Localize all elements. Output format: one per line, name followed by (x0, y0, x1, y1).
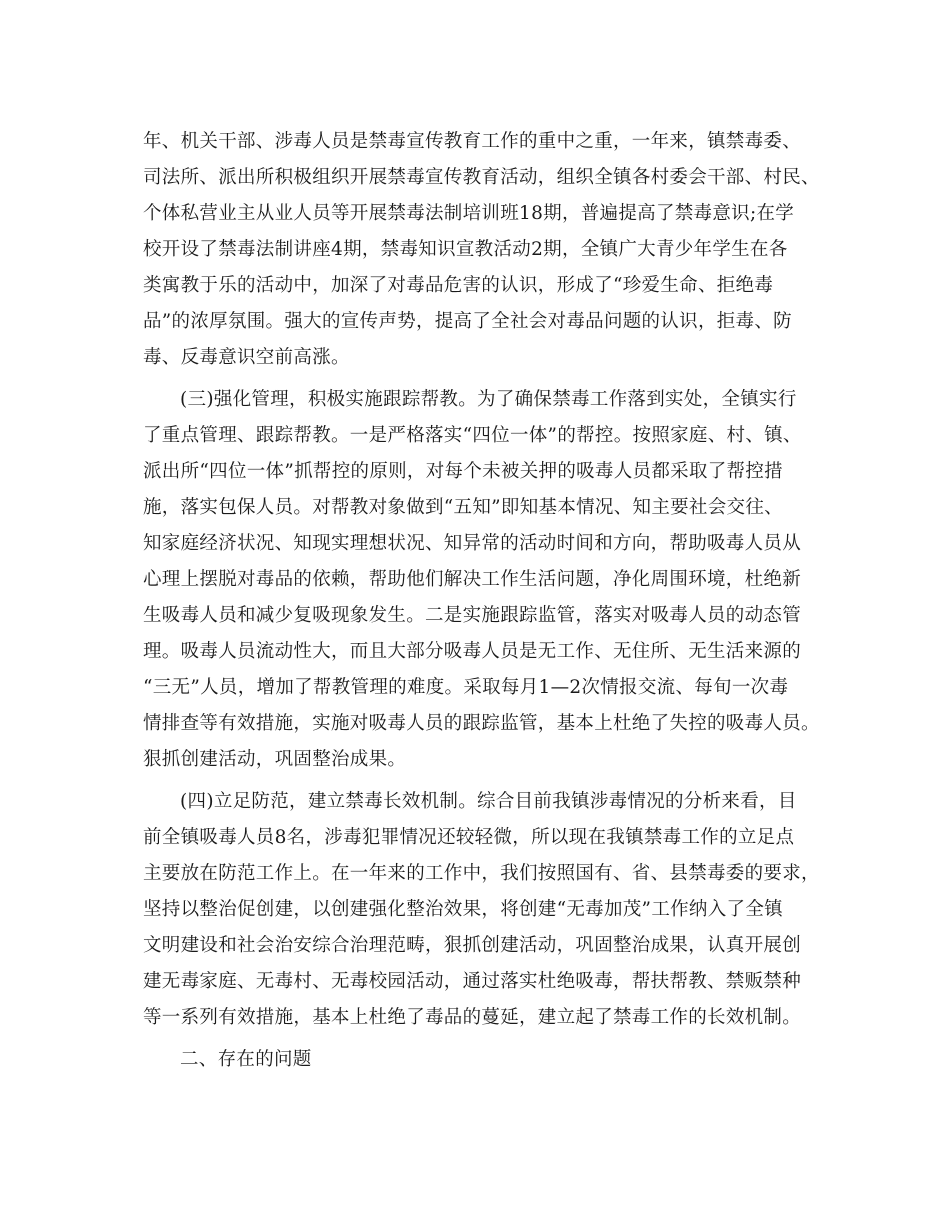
text-line: 校开设了禁毒法制讲座4期，禁毒知识宣教活动2期，全镇广大青少年学生在各 (143, 239, 788, 260)
text-line: 年、机关干部、涉毒人员是禁毒宣传教育工作的重中之重，一年来，镇禁毒委、 (143, 131, 802, 152)
text-line: 前全镇吸毒人员8名，涉毒犯罪情况还较轻微，所以现在我镇禁毒工作的立足点 (143, 827, 795, 848)
text-line: (三)强化管理，积极实施跟踪帮教。为了确保禁毒工作落到实处，全镇实行 (180, 389, 797, 410)
text-line: 派出所“四位一体”抓帮控的原则，对每个未被关押的吸毒人员都采取了帮控措 (143, 461, 783, 482)
paragraph (143, 1042, 811, 1078)
text-line: 狠抓创建活动，巩固整治成果。 (143, 749, 407, 770)
text-line: 心理上摆脱对毒品的依赖，帮助他们解决工作生活问题，净化周围环境，杜绝新 (143, 569, 802, 590)
text-line: 文明建设和社会治安综合治理范畴，狠抓创建活动，巩固整治成果，认真开展创 (143, 935, 802, 956)
text-line: 类寓教于乐的活动中，加深了对毒品危害的认识，形成了“珍爱生命、拒绝毒 (143, 275, 774, 296)
text-line: 理。吸毒人员流动性大，而且大部分吸毒人员是无工作、无住所、无生活来源的 (143, 641, 802, 662)
text-line: 施，落实包保人员。对帮教对象做到“五知”即知基本情况、知主要社会交往、 (143, 497, 783, 518)
text-line: 生吸毒人员和减少复吸现象发生。二是实施跟踪监管，落实对吸毒人员的动态管 (143, 605, 802, 626)
paragraph (143, 124, 820, 376)
text-line: 二、存在的问题 (180, 1049, 312, 1070)
document-page (143, 124, 820, 1078)
text-line: 等一系列有效措施，基本上杜绝了毒品的蔓延，建立起了禁毒工作的长效机制。 (143, 1007, 802, 1028)
paragraph (143, 784, 820, 1036)
paragraph (143, 382, 820, 778)
text-line: 知家庭经济状况、知现实理想状况、知异常的活动时间和方向，帮助吸毒人员从 (143, 533, 802, 554)
text-line: 主要放在防范工作上。在一年来的工作中，我们按照国有、省、县禁毒委的要求， (143, 863, 820, 884)
text-line: 品”的浓厚氛围。强大的宣传声势，提高了全社会对毒品问题的认识，拒毒、防 (143, 311, 792, 332)
text-line: 了重点管理、跟踪帮教。一是严格落实“四位一体”的帮控。按照家庭、村、镇、 (143, 425, 802, 446)
text-line: 建无毒家庭、无毒村、无毒校园活动，通过落实杜绝吸毒，帮扶帮教、禁贩禁种 (143, 971, 802, 992)
text-line: (四)立足防范，建立禁毒长效机制。综合目前我镇涉毒情况的分析来看，目 (180, 791, 797, 812)
text-line: 司法所、派出所积极组织开展禁毒宣传教育活动，组织全镇各村委会干部、村民、 (143, 167, 820, 188)
text-line: 毒、反毒意识空前高涨。 (143, 347, 350, 368)
text-line: “三无”人员，增加了帮教管理的难度。采取每月1—2次情报交流、每旬一次毒 (143, 677, 789, 698)
text-line: 情排查等有效措施，实施对吸毒人员的跟踪监管，基本上杜绝了失控的吸毒人员。 (143, 713, 820, 734)
text-line: 个体私营业主从业人员等开展禁毒法制培训班18期，普遍提高了禁毒意识;在学 (143, 203, 795, 224)
text-line: 坚持以整治促创建，以创建强化整治效果，将创建“无毒加茂”工作纳入了全镇 (143, 899, 783, 920)
